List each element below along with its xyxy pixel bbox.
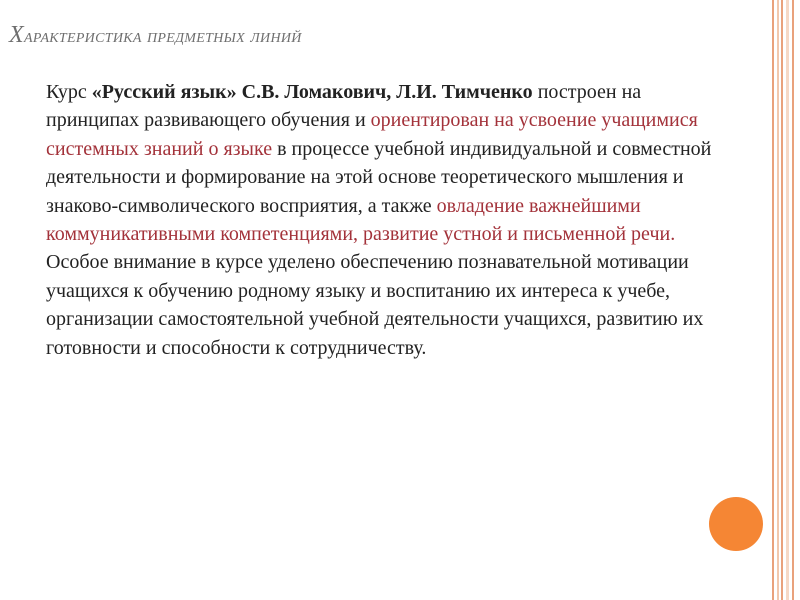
decorative-frame-line — [772, 0, 774, 600]
text-segment: Особое внимание в курсе уделено обеспечению познавательной мотивации учащихся к обучению родному языку и воспитанию их интереса к учебе, организации самостоятельной учебной деятельности учащихся, развитию их готовности и способности к сотрудничеству. — [46, 251, 704, 359]
slide-title-rest: арактеристика предметных линий — [23, 25, 302, 47]
slide-title — [9, 22, 302, 49]
highlight-text-2: овладение важнейшими коммуникативными компетенциями, развитие устной и письменной речи. — [46, 194, 676, 246]
decorative-circle — [709, 497, 763, 551]
decorative-frame-line — [781, 0, 783, 600]
decorative-frame-line — [777, 0, 779, 600]
text-segment: в процессе учебной индивидуальной и совместной деятельности и формирование на этой основе теоретического мышления и знаково-символического восприятия, а также — [46, 137, 712, 217]
slide-title-initial: Х — [9, 22, 24, 48]
highlight-text-1: ориентирован на усвоение учащимися системных знаний о языке — [46, 109, 698, 160]
body-paragraph — [46, 78, 736, 362]
decorative-frame-line — [792, 0, 794, 600]
text-segment: Курс — [46, 81, 92, 103]
decorative-frame-line — [786, 0, 789, 600]
course-name-bold: «Русский язык» С.В. Ломакович, Л.И. Тимченко — [91, 81, 533, 103]
text-segment: построен на принципах развивающего обучения и — [46, 81, 642, 132]
